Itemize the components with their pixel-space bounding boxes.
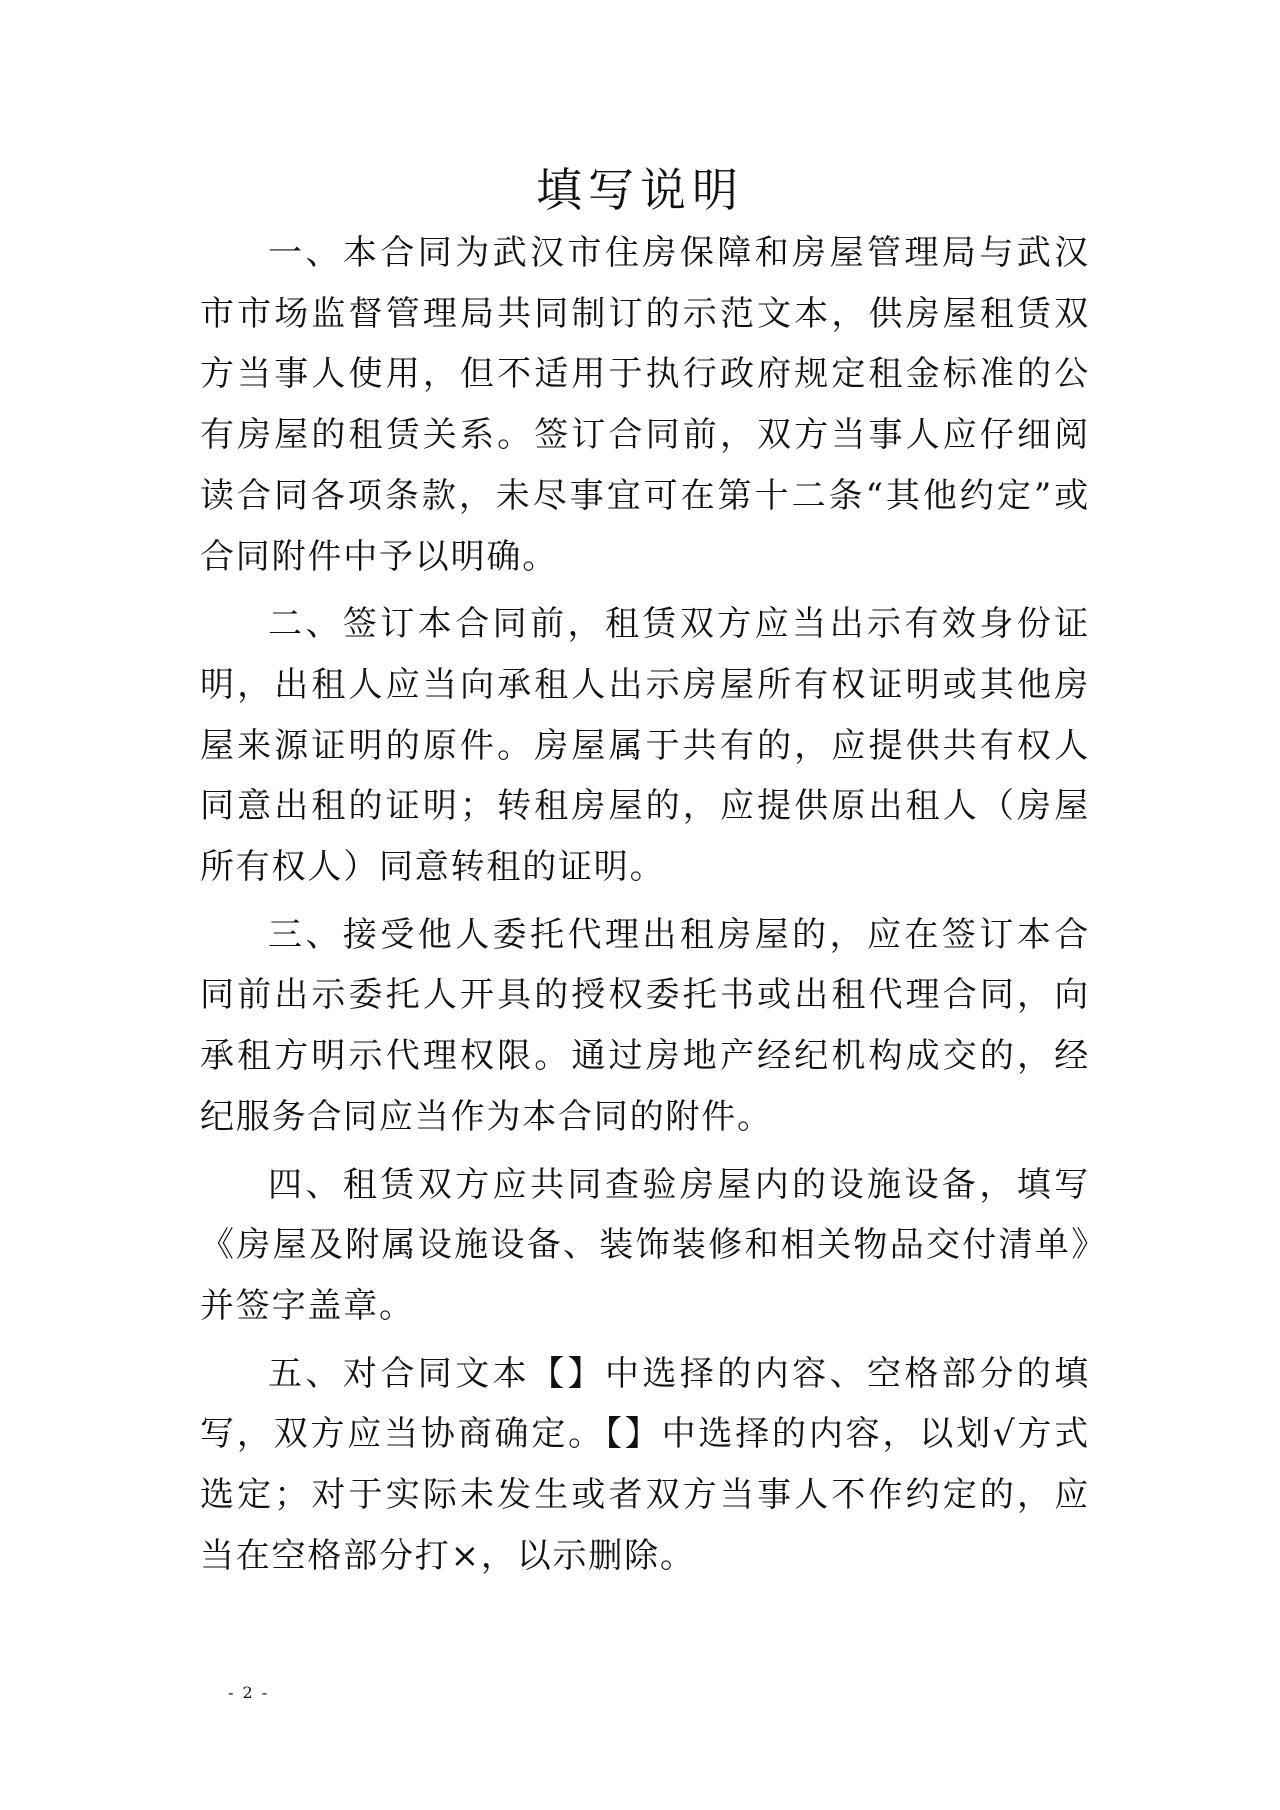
page-title: 填写说明 bbox=[536, 163, 744, 217]
instructions-body bbox=[200, 223, 1090, 1586]
page-number: - 2 - bbox=[228, 1683, 270, 1702]
instruction-paragraph-4: 四、租赁双方应共同查验房屋内的设施设备，填写《房屋及附属设施设备、装饰装修和相关物品交付清单》并签字盖章。 bbox=[200, 1164, 1090, 1326]
instruction-paragraph-3: 三、接受他人委托代理出租房屋的，应在签订本合同前出示委托人开具的授权委托书或出租代理合同，向承租方明示代理权限。通过房地产经纪机构成交的，经纪服务合同应当作为本合同的附件。 bbox=[200, 914, 1090, 1137]
instruction-paragraph-1: 一、本合同为武汉市住房保障和房屋管理局与武汉市市场监督管理局共同制订的示范文本，供房屋租赁双方当事人使用，但不适用于执行政府规定租金标准的公有房屋的租赁关系。签订合同前，双方当事人应仔细阅读合同各项条款，未尽事宜可在第十二条“其他约定”或合同附件中予以明确。 bbox=[200, 233, 1090, 577]
instruction-paragraph-2: 二、签订本合同前，租赁双方应当出示有效身份证明，出租人应当向承租人出示房屋所有权证明或其他房屋来源证明的原件。房屋属于共有的，应提供共有权人同意出租的证明；转租房屋的，应提供原出租人（房屋所有权人）同意转租的证明。 bbox=[200, 604, 1090, 888]
instruction-paragraph-5: 五、对合同文本【】中选择的内容、空格部分的填写，双方应当协商确定。【】中选择的内容，以划√方式选定；对于实际未发生或者双方当事人不作约定的，应当在空格部分打×，以示删除。 bbox=[200, 1353, 1090, 1576]
